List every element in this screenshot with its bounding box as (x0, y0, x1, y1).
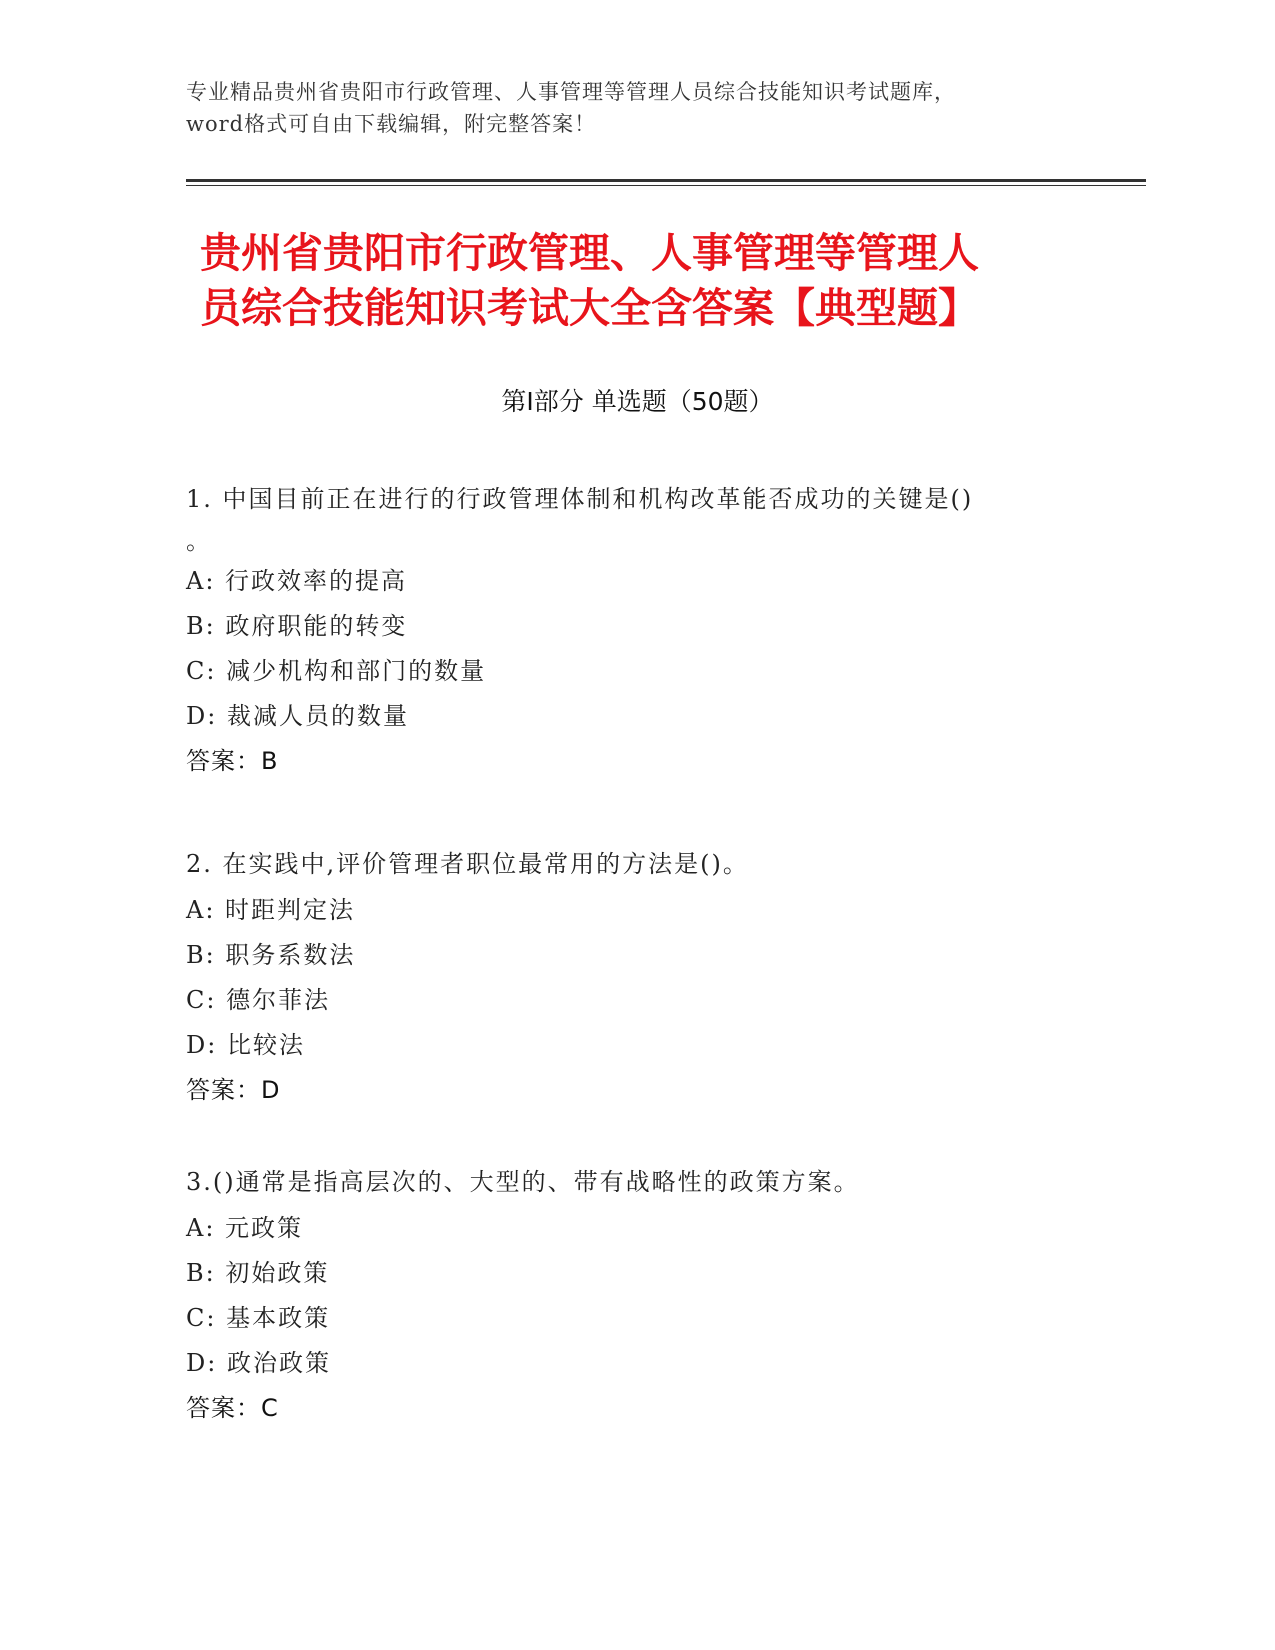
option-d: D: 比较法 (186, 1031, 305, 1059)
header-note-line-1: 专业精品贵州省贵阳市行政管理、人事管理等管理人员综合技能知识考试题库， (186, 80, 956, 104)
option-a: A: 时距判定法 (186, 896, 356, 924)
option-d: D: 裁减人员的数量 (186, 702, 409, 730)
header-divider-thick (186, 179, 1146, 182)
document-title-line-1: 贵州省贵阳市行政管理、人事管理等管理人 (200, 229, 979, 277)
option-c: C: 德尔菲法 (186, 986, 331, 1014)
option-c: C: 减少机构和部门的数量 (186, 657, 487, 685)
option-b: B: 初始政策 (186, 1259, 330, 1287)
question-3 (186, 1158, 1086, 1431)
option-d: D: 政治政策 (186, 1349, 331, 1377)
option-a: A: 元政策 (186, 1214, 304, 1242)
section-heading: 第Ⅰ部分 单选题（50题） (501, 387, 774, 416)
header-note (186, 76, 1086, 140)
document-title (200, 226, 1100, 336)
document-title-line-2: 员综合技能知识考试大全含答案【典型题】 (200, 284, 979, 332)
question-1 (186, 475, 1086, 784)
question-stem: 1. 中国目前正在进行的行政管理体制和机构改革能否成功的关键是() (186, 485, 974, 513)
option-b: B: 政府职能的转变 (186, 612, 408, 640)
option-a: A: 行政效率的提高 (186, 567, 408, 595)
header-divider-thin (186, 185, 1146, 186)
answer: 答案：B (186, 747, 279, 775)
option-c: C: 基本政策 (186, 1304, 331, 1332)
answer: 答案：D (186, 1076, 281, 1104)
answer: 答案：C (186, 1394, 279, 1422)
option-b: B: 职务系数法 (186, 941, 356, 969)
question-stem: 3.()通常是指高层次的、大型的、带有战略性的政策方案。 (186, 1168, 860, 1196)
question-stem: 2. 在实践中,评价管理者职位最常用的方法是()。 (186, 850, 749, 878)
question-2 (186, 840, 1086, 1113)
header-note-line-2: word格式可自由下载编辑，附完整答案！ (186, 112, 597, 136)
question-stem-continuation: 。 (186, 527, 212, 555)
